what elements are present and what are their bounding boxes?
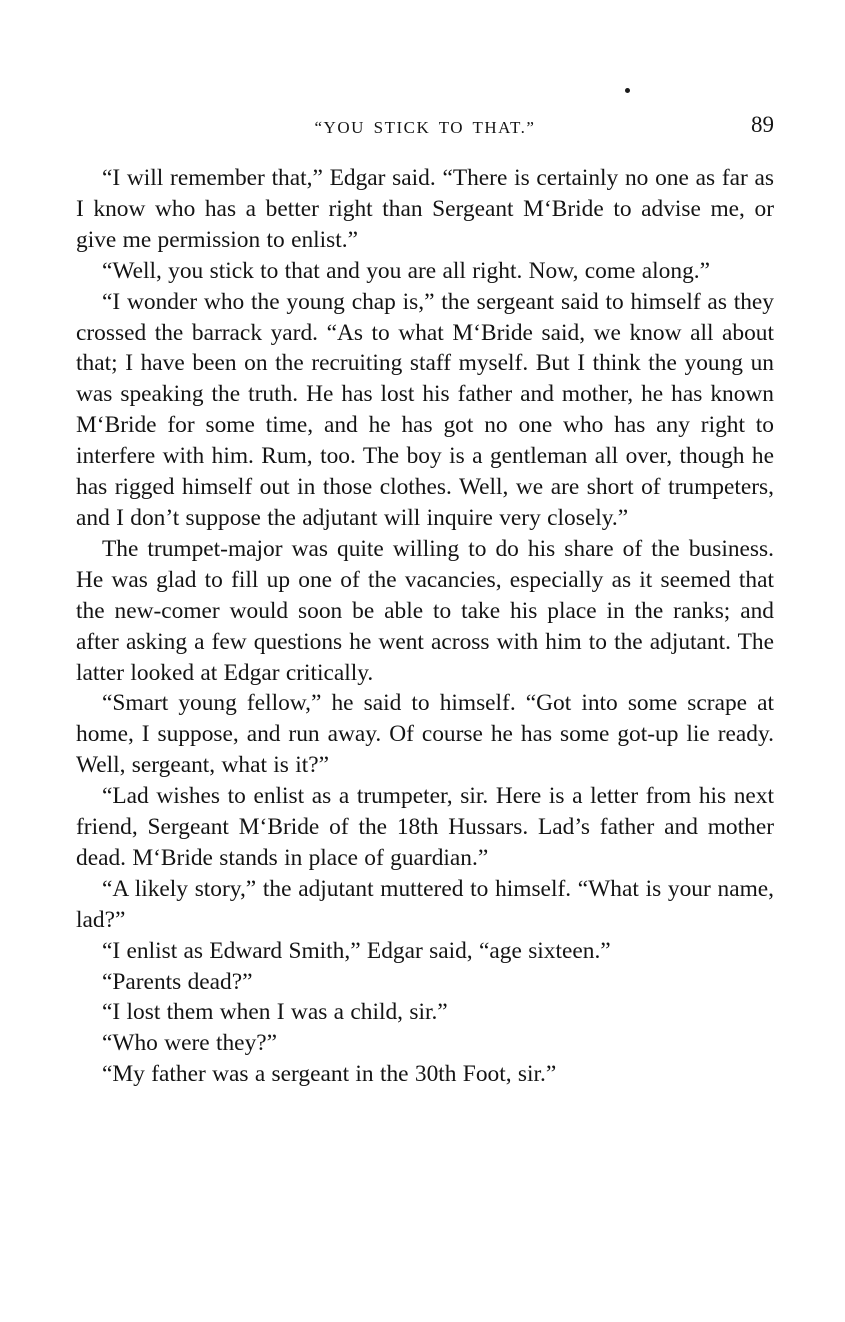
ink-speck [625, 88, 630, 93]
paragraph: “I wonder who the young chap is,” the sergeant said to himself as they crossed the barrack yard. “As to what M‘Bride said, we know all about that; I have been on the recruiting staff myself. But I think the young un was speaking the truth. He has lost his father and mother, he has known M‘Bride for some time, and he has got no one who has any right to interfere with him. Rum, too. The boy is a gentleman all over, though he has rigged himself out in those clothes. Well, we are short of trumpeters, and I don’t suppose the adjutant will inquire very closely.” [76, 288, 774, 531]
running-title: “YOU STICK TO THAT.” [314, 118, 536, 137]
paragraph: “Smart young fellow,” he said to himself. “Got into some scrape at home, I suppose, and run away. Of course he has some got-up lie ready. Well, sergeant, what is it?” [76, 690, 774, 779]
paragraph: “Who were they?” [102, 1030, 278, 1057]
page-number: 89 [751, 112, 774, 137]
paragraph: “Well, you stick to that and you are all right. Now, come along.” [102, 257, 710, 284]
paragraph: “I will remember that,” Edgar said. “There is certainly no one as far as I know who has a better right than Sergeant M‘Bride to advise me, or give me permission to enlist.” [76, 165, 774, 253]
paragraph: “Lad wishes to enlist as a trumpeter, sir. Here is a letter from his next friend, Sergeant M‘Bride of the 18th Hussars. Lad’s father and mother dead. M‘Bride stands in place of guardian.” [76, 783, 774, 871]
paragraph: The trumpet-major was quite willing to do his share of the business. He was glad to fill up one of the vacancies, especially as it seemed that the new-comer would soon be able to take his place in the ranks; and after asking a few questions he went across with him to the adjutant. The latter looked at Edgar critically. [76, 535, 774, 686]
paragraph: “Parents dead?” [102, 968, 253, 995]
running-head [76, 112, 774, 144]
paragraph: “A likely story,” the adjutant muttered to himself. “What is your name, lad?” [76, 875, 774, 933]
body-text [76, 163, 774, 1090]
paragraph: “My father was a sergeant in the 30th Foot, sir.” [102, 1061, 557, 1088]
paragraph: “I enlist as Edward Smith,” Edgar said, “age sixteen.” [102, 937, 611, 964]
paragraph: “I lost them when I was a child, sir.” [102, 999, 448, 1026]
